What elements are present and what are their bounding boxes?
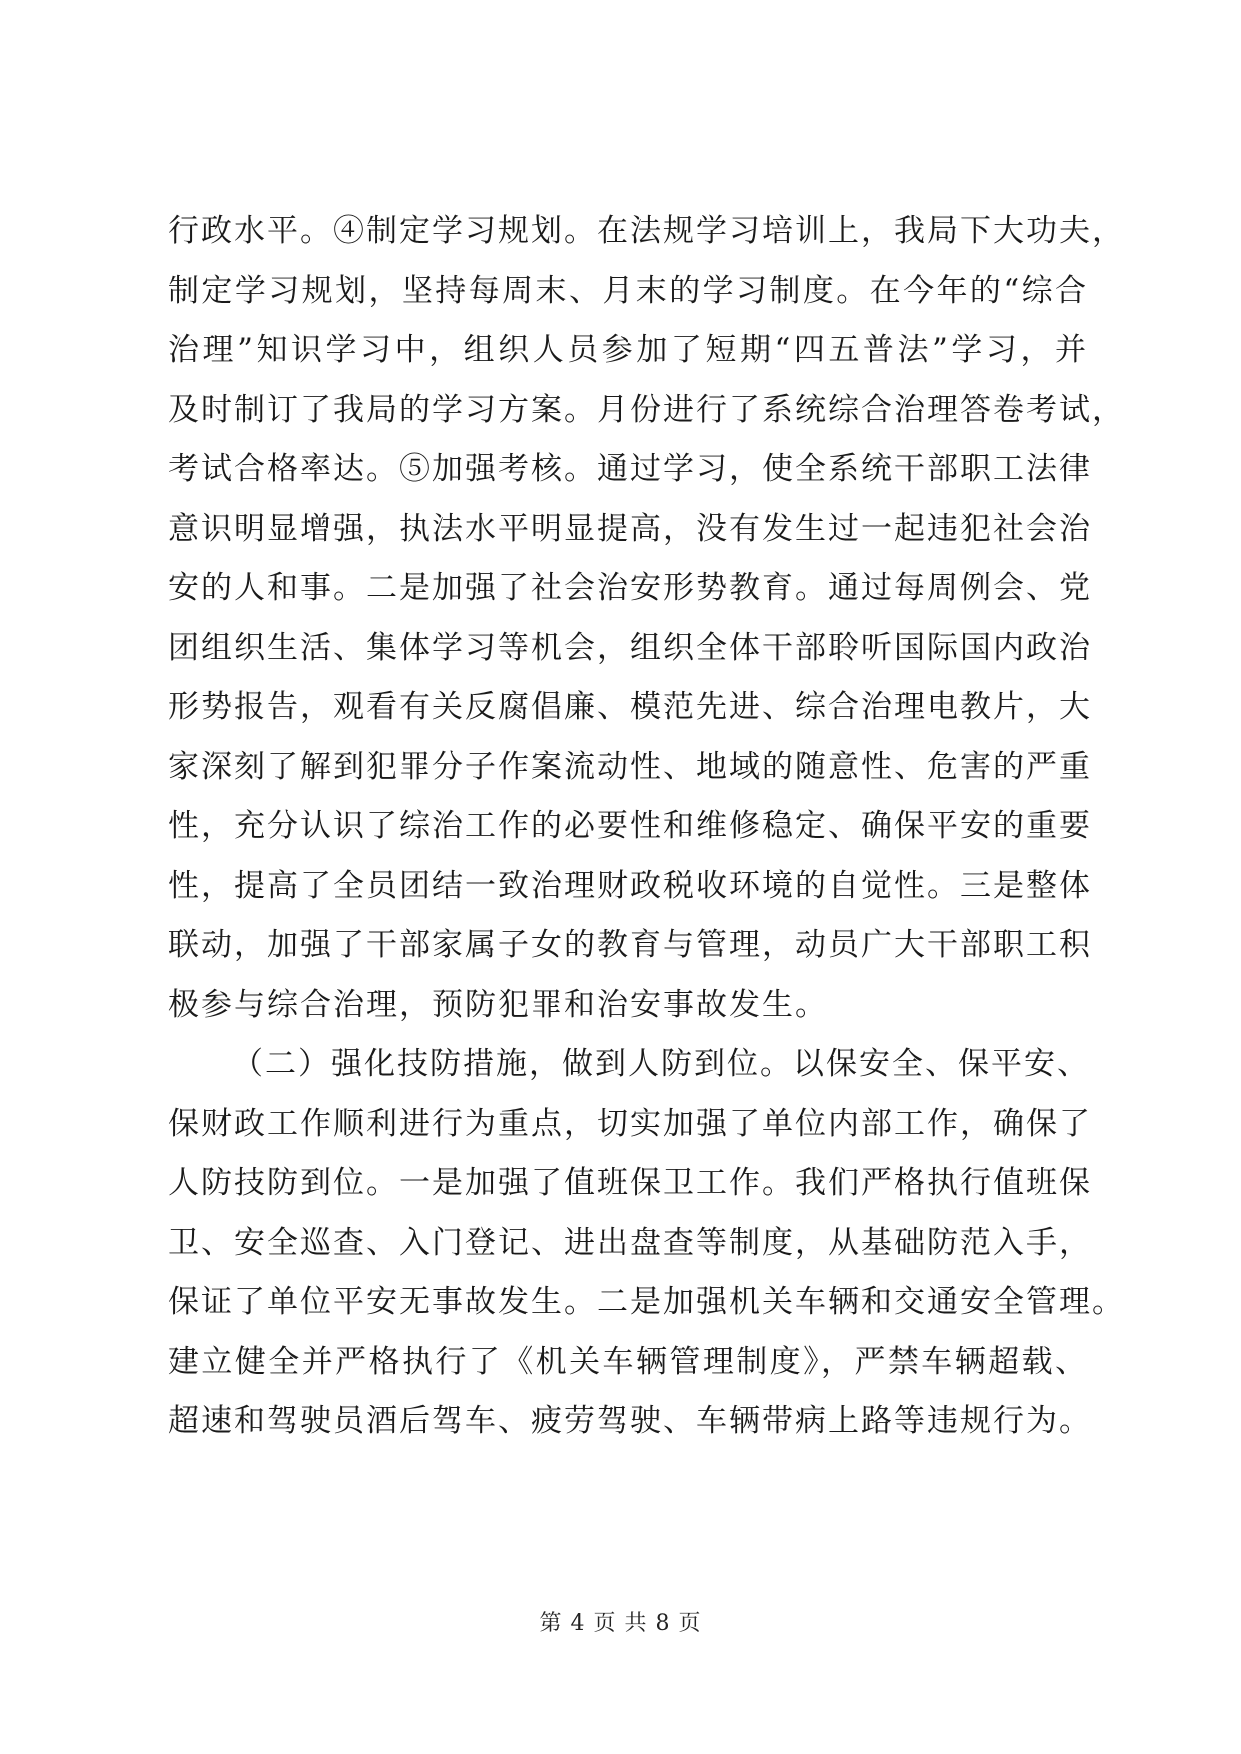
text-line: 保财政工作顺利进行为重点，切实加强了单位内部工作，确保了 (168, 1105, 1092, 1142)
text-line: 及时制订了我局的学习方案。月份进行了系统综合治理答卷考试， (168, 391, 1125, 428)
text-line: 安的人和事。二是加强了社会治安形势教育。通过每周例会、党 (168, 570, 1092, 606)
text-line: 治理”知识学习中，组织人员参加了短期“四五普法”学习，并 (168, 332, 1088, 368)
section-heading-line: （二）强化技防措施，做到人防到位。以保安全、保平安、 (232, 1046, 1090, 1082)
text-line: 人防技防到位。一是加强了值班保卫工作。我们严格执行值班保 (168, 1165, 1092, 1201)
text-line: 联动，加强了干部家属子女的教育与管理，动员广大干部职工积 (168, 927, 1092, 963)
text-line: 极参与综合治理，预防犯罪和治安事故发生。 (168, 986, 828, 1023)
text-line: 建立健全并严格执行了《机关车辆管理制度》，严禁车辆超载、 (168, 1343, 1088, 1380)
text-line: 家深刻了解到犯罪分子作案流动性、地域的随意性、危害的严重 (168, 748, 1092, 785)
text-line: 保证了单位平安无事故发生。二是加强机关车辆和交通安全管理。 (168, 1284, 1125, 1320)
text-line: 性，提高了全员团结一致治理财政税收环境的自觉性。三是整体 (168, 867, 1092, 904)
text-line: 行政水平。④制定学习规划。在法规学习培训上，我局下大功夫， (168, 213, 1125, 249)
text-line: 团组织生活、集体学习等机会，组织全体干部聆听国际国内政治 (168, 629, 1092, 666)
text-line: 卫、安全巡查、入门登记、进出盘查等制度，从基础防范入手， (168, 1224, 1092, 1261)
text-line: 意识明显增强，执法水平明显提高，没有发生过一起违犯社会治 (168, 510, 1092, 547)
document-body (168, 202, 1125, 1452)
text-line: 考试合格率达。⑤加强考核。通过学习，使全系统干部职工法律 (168, 451, 1092, 487)
page-number: 第 4 页 共 8 页 (539, 1611, 702, 1636)
page-footer (0, 1606, 1241, 1637)
text-line: 形势报告，观看有关反腐倡廉、模范先进、综合治理电教片，大 (168, 689, 1092, 725)
text-line: 性，充分认识了综治工作的必要性和维修稳定、确保平安的重要 (168, 808, 1092, 844)
text-line: 制定学习规划，坚持每周末、月末的学习制度。在今年的“综合 (168, 272, 1088, 309)
text-line: 超速和驾驶员酒后驾车、疲劳驾驶、车辆带病上路等违规行为。 (168, 1403, 1092, 1439)
